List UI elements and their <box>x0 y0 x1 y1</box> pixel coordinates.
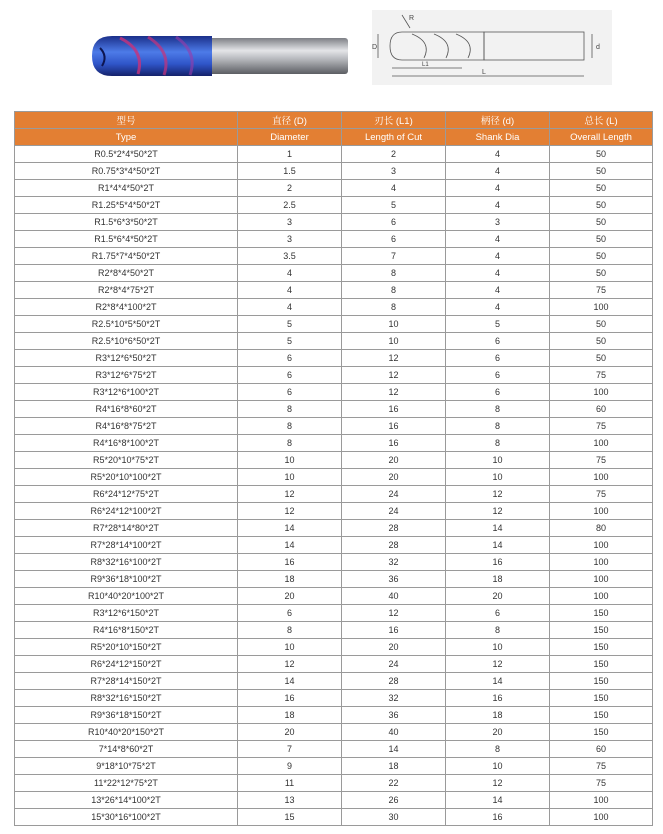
cell-diameter: 13 <box>238 792 342 809</box>
cell-type: R2.5*10*6*50*2T <box>15 333 238 350</box>
cell-shank-dia: 4 <box>446 248 550 265</box>
header-diameter-cn: 直径 (D) <box>238 112 342 129</box>
cell-length-of-cut: 4 <box>342 180 446 197</box>
cell-shank-dia: 6 <box>446 367 550 384</box>
cell-overall-length: 50 <box>550 231 653 248</box>
cell-type: 9*18*10*75*2T <box>15 758 238 775</box>
cell-overall-length: 60 <box>550 741 653 758</box>
header-row-en <box>15 129 653 146</box>
cell-shank-dia: 12 <box>446 656 550 673</box>
cell-length-of-cut: 36 <box>342 707 446 724</box>
dimension-drawing <box>372 10 612 85</box>
header-row-cn <box>15 112 653 129</box>
table-row <box>15 418 653 435</box>
table-row <box>15 197 653 214</box>
table-row <box>15 792 653 809</box>
cell-overall-length: 50 <box>550 350 653 367</box>
cell-shank-dia: 6 <box>446 384 550 401</box>
cell-type: R3*12*6*100*2T <box>15 384 238 401</box>
cell-shank-dia: 18 <box>446 707 550 724</box>
cell-type: R8*32*16*100*2T <box>15 554 238 571</box>
table-row <box>15 707 653 724</box>
table-row <box>15 180 653 197</box>
cell-length-of-cut: 10 <box>342 316 446 333</box>
cell-length-of-cut: 20 <box>342 639 446 656</box>
cell-type: R1.25*5*4*50*2T <box>15 197 238 214</box>
cell-overall-length: 50 <box>550 214 653 231</box>
cell-shank-dia: 8 <box>446 741 550 758</box>
cell-shank-dia: 4 <box>446 163 550 180</box>
cell-diameter: 10 <box>238 639 342 656</box>
cell-length-of-cut: 36 <box>342 571 446 588</box>
cell-length-of-cut: 6 <box>342 214 446 231</box>
cell-type: R10*40*20*150*2T <box>15 724 238 741</box>
cell-overall-length: 100 <box>550 435 653 452</box>
cell-shank-dia: 14 <box>446 520 550 537</box>
cell-overall-length: 150 <box>550 656 653 673</box>
header-overall-length-cn: 总长 (L) <box>550 112 653 129</box>
cell-length-of-cut: 14 <box>342 741 446 758</box>
table-row <box>15 146 653 163</box>
table-row <box>15 639 653 656</box>
cell-shank-dia: 20 <box>446 724 550 741</box>
cell-type: R4*16*8*100*2T <box>15 435 238 452</box>
cell-diameter: 14 <box>238 537 342 554</box>
cell-length-of-cut: 20 <box>342 452 446 469</box>
table-row <box>15 486 653 503</box>
cell-diameter: 8 <box>238 622 342 639</box>
cell-shank-dia: 14 <box>446 673 550 690</box>
cell-shank-dia: 20 <box>446 588 550 605</box>
header-length-of-cut: Length of Cut <box>342 129 446 146</box>
cell-shank-dia: 8 <box>446 401 550 418</box>
table-row <box>15 282 653 299</box>
table-row <box>15 554 653 571</box>
cell-type: R4*16*8*60*2T <box>15 401 238 418</box>
cell-type: 15*30*16*100*2T <box>15 809 238 826</box>
cell-shank-dia: 6 <box>446 350 550 367</box>
cell-type: R3*12*6*150*2T <box>15 605 238 622</box>
table-row <box>15 231 653 248</box>
table-row <box>15 605 653 622</box>
cell-length-of-cut: 2 <box>342 146 446 163</box>
product-hero <box>0 0 663 110</box>
cell-diameter: 8 <box>238 401 342 418</box>
cell-overall-length: 100 <box>550 588 653 605</box>
cell-length-of-cut: 12 <box>342 367 446 384</box>
cell-diameter: 20 <box>238 724 342 741</box>
table-row <box>15 333 653 350</box>
cell-type: R1.5*6*3*50*2T <box>15 214 238 231</box>
cell-overall-length: 50 <box>550 146 653 163</box>
table-body <box>15 146 653 826</box>
cell-overall-length: 100 <box>550 299 653 316</box>
cell-length-of-cut: 40 <box>342 588 446 605</box>
table-row <box>15 520 653 537</box>
cell-diameter: 18 <box>238 571 342 588</box>
cell-length-of-cut: 16 <box>342 401 446 418</box>
cell-type: R1.75*7*4*50*2T <box>15 248 238 265</box>
cell-length-of-cut: 16 <box>342 435 446 452</box>
cell-diameter: 2.5 <box>238 197 342 214</box>
table-row <box>15 656 653 673</box>
cell-length-of-cut: 28 <box>342 673 446 690</box>
cell-overall-length: 50 <box>550 333 653 350</box>
cell-diameter: 6 <box>238 367 342 384</box>
cell-type: R4*16*8*75*2T <box>15 418 238 435</box>
cell-length-of-cut: 12 <box>342 350 446 367</box>
cell-diameter: 4 <box>238 299 342 316</box>
cell-diameter: 4 <box>238 282 342 299</box>
cell-diameter: 10 <box>238 469 342 486</box>
cell-diameter: 3 <box>238 231 342 248</box>
cell-overall-length: 50 <box>550 248 653 265</box>
table-row <box>15 265 653 282</box>
cell-shank-dia: 4 <box>446 282 550 299</box>
cell-diameter: 9 <box>238 758 342 775</box>
table-row <box>15 588 653 605</box>
table-row <box>15 299 653 316</box>
cell-shank-dia: 8 <box>446 435 550 452</box>
cell-length-of-cut: 24 <box>342 656 446 673</box>
cell-shank-dia: 5 <box>446 316 550 333</box>
table-row <box>15 401 653 418</box>
table-row <box>15 316 653 333</box>
table-row <box>15 622 653 639</box>
cell-diameter: 6 <box>238 350 342 367</box>
cell-diameter: 18 <box>238 707 342 724</box>
header-overall-length: Overall Length <box>550 129 653 146</box>
header-length-of-cut-cn: 刃长 (L1) <box>342 112 446 129</box>
table-row <box>15 469 653 486</box>
cell-shank-dia: 14 <box>446 792 550 809</box>
cell-overall-length: 100 <box>550 537 653 554</box>
cell-length-of-cut: 8 <box>342 265 446 282</box>
cell-overall-length: 100 <box>550 554 653 571</box>
drawing-label-l1: L1 <box>422 62 429 68</box>
cell-type: R2.5*10*5*50*2T <box>15 316 238 333</box>
cell-diameter: 16 <box>238 690 342 707</box>
cell-diameter: 5 <box>238 333 342 350</box>
cell-shank-dia: 8 <box>446 622 550 639</box>
cell-type: R2*8*4*50*2T <box>15 265 238 282</box>
table-row <box>15 163 653 180</box>
cell-type: R5*20*10*100*2T <box>15 469 238 486</box>
cell-overall-length: 100 <box>550 571 653 588</box>
cell-type: 13*26*14*100*2T <box>15 792 238 809</box>
table-row <box>15 350 653 367</box>
table-row <box>15 435 653 452</box>
cell-type: R2*8*4*75*2T <box>15 282 238 299</box>
table-row <box>15 571 653 588</box>
cell-length-of-cut: 16 <box>342 418 446 435</box>
table-row <box>15 503 653 520</box>
cell-length-of-cut: 10 <box>342 333 446 350</box>
cell-diameter: 15 <box>238 809 342 826</box>
cell-shank-dia: 4 <box>446 231 550 248</box>
cell-shank-dia: 6 <box>446 333 550 350</box>
drawing-label-d-diameter: D <box>372 44 378 51</box>
cell-shank-dia: 4 <box>446 197 550 214</box>
cell-type: R6*24*12*100*2T <box>15 503 238 520</box>
cell-diameter: 16 <box>238 554 342 571</box>
cell-diameter: 1.5 <box>238 163 342 180</box>
cell-type: R5*20*10*75*2T <box>15 452 238 469</box>
cell-length-of-cut: 20 <box>342 469 446 486</box>
cell-type: 7*14*8*60*2T <box>15 741 238 758</box>
cell-diameter: 6 <box>238 605 342 622</box>
cell-diameter: 20 <box>238 588 342 605</box>
cell-type: R0.5*2*4*50*2T <box>15 146 238 163</box>
cell-length-of-cut: 7 <box>342 248 446 265</box>
cell-diameter: 1 <box>238 146 342 163</box>
cell-shank-dia: 12 <box>446 503 550 520</box>
cell-overall-length: 75 <box>550 418 653 435</box>
cell-type: R7*28*14*80*2T <box>15 520 238 537</box>
cell-length-of-cut: 30 <box>342 809 446 826</box>
cell-type: R10*40*20*100*2T <box>15 588 238 605</box>
cell-length-of-cut: 26 <box>342 792 446 809</box>
cell-overall-length: 50 <box>550 180 653 197</box>
cell-type: R8*32*16*150*2T <box>15 690 238 707</box>
end-mill-photo <box>90 30 352 82</box>
cell-length-of-cut: 18 <box>342 758 446 775</box>
cell-type: R3*12*6*75*2T <box>15 367 238 384</box>
cell-overall-length: 60 <box>550 401 653 418</box>
cell-overall-length: 150 <box>550 673 653 690</box>
cell-overall-length: 75 <box>550 282 653 299</box>
cell-length-of-cut: 12 <box>342 605 446 622</box>
cell-overall-length: 100 <box>550 384 653 401</box>
cell-shank-dia: 6 <box>446 605 550 622</box>
cell-length-of-cut: 8 <box>342 299 446 316</box>
cell-type: R0.75*3*4*50*2T <box>15 163 238 180</box>
table-row <box>15 690 653 707</box>
table-row <box>15 775 653 792</box>
cell-type: R6*24*12*75*2T <box>15 486 238 503</box>
cell-diameter: 6 <box>238 384 342 401</box>
drawing-label-r: R <box>409 15 415 22</box>
cell-diameter: 8 <box>238 435 342 452</box>
cell-overall-length: 100 <box>550 469 653 486</box>
cell-length-of-cut: 8 <box>342 282 446 299</box>
cell-diameter: 12 <box>238 656 342 673</box>
cell-overall-length: 150 <box>550 707 653 724</box>
cell-type: R9*36*18*150*2T <box>15 707 238 724</box>
cell-length-of-cut: 40 <box>342 724 446 741</box>
cell-shank-dia: 3 <box>446 214 550 231</box>
cell-diameter: 12 <box>238 503 342 520</box>
header-type: Type <box>15 129 238 146</box>
cell-diameter: 8 <box>238 418 342 435</box>
cell-shank-dia: 8 <box>446 418 550 435</box>
cell-overall-length: 50 <box>550 316 653 333</box>
cell-shank-dia: 10 <box>446 452 550 469</box>
cell-diameter: 3.5 <box>238 248 342 265</box>
cell-type: R2*8*4*100*2T <box>15 299 238 316</box>
cell-overall-length: 75 <box>550 452 653 469</box>
cell-shank-dia: 4 <box>446 146 550 163</box>
cell-overall-length: 100 <box>550 503 653 520</box>
cell-length-of-cut: 3 <box>342 163 446 180</box>
specification-table <box>14 111 653 826</box>
table-row <box>15 724 653 741</box>
header-type-cn: 型号 <box>15 112 238 129</box>
drawing-label-d-shank: d <box>596 44 600 51</box>
cell-shank-dia: 14 <box>446 537 550 554</box>
table-row <box>15 248 653 265</box>
cell-overall-length: 150 <box>550 690 653 707</box>
table-row <box>15 809 653 826</box>
cell-type: R5*20*10*150*2T <box>15 639 238 656</box>
cell-type: R7*28*14*150*2T <box>15 673 238 690</box>
cell-type: R6*24*12*150*2T <box>15 656 238 673</box>
cell-type: R1*4*4*50*2T <box>15 180 238 197</box>
table-row <box>15 537 653 554</box>
cell-shank-dia: 10 <box>446 758 550 775</box>
cell-overall-length: 150 <box>550 639 653 656</box>
cell-diameter: 12 <box>238 486 342 503</box>
table-row <box>15 452 653 469</box>
cell-overall-length: 150 <box>550 622 653 639</box>
cell-shank-dia: 10 <box>446 639 550 656</box>
cell-length-of-cut: 22 <box>342 775 446 792</box>
cell-overall-length: 50 <box>550 163 653 180</box>
table-row <box>15 384 653 401</box>
cell-shank-dia: 16 <box>446 554 550 571</box>
cell-length-of-cut: 24 <box>342 486 446 503</box>
cell-length-of-cut: 5 <box>342 197 446 214</box>
cell-overall-length: 75 <box>550 486 653 503</box>
cell-shank-dia: 4 <box>446 180 550 197</box>
cell-diameter: 14 <box>238 520 342 537</box>
cell-type: R3*12*6*50*2T <box>15 350 238 367</box>
cell-overall-length: 100 <box>550 809 653 826</box>
cell-type: R1.5*6*4*50*2T <box>15 231 238 248</box>
cell-shank-dia: 18 <box>446 571 550 588</box>
cell-diameter: 2 <box>238 180 342 197</box>
cell-type: 11*22*12*75*2T <box>15 775 238 792</box>
cell-overall-length: 150 <box>550 724 653 741</box>
cell-type: R7*28*14*100*2T <box>15 537 238 554</box>
cell-overall-length: 75 <box>550 775 653 792</box>
cell-length-of-cut: 6 <box>342 231 446 248</box>
cell-overall-length: 80 <box>550 520 653 537</box>
drawing-label-l: L <box>482 69 486 76</box>
header-diameter: Diameter <box>238 129 342 146</box>
cell-diameter: 4 <box>238 265 342 282</box>
cell-shank-dia: 16 <box>446 690 550 707</box>
cell-overall-length: 50 <box>550 265 653 282</box>
cell-type: R4*16*8*150*2T <box>15 622 238 639</box>
cell-length-of-cut: 24 <box>342 503 446 520</box>
table-row <box>15 214 653 231</box>
header-shank-dia: Shank Dia <box>446 129 550 146</box>
cell-diameter: 14 <box>238 673 342 690</box>
cell-shank-dia: 4 <box>446 265 550 282</box>
cell-overall-length: 50 <box>550 197 653 214</box>
table-row <box>15 758 653 775</box>
cell-type: R9*36*18*100*2T <box>15 571 238 588</box>
cell-length-of-cut: 32 <box>342 690 446 707</box>
cell-length-of-cut: 32 <box>342 554 446 571</box>
table-row <box>15 741 653 758</box>
cell-length-of-cut: 12 <box>342 384 446 401</box>
cell-shank-dia: 16 <box>446 809 550 826</box>
cell-diameter: 11 <box>238 775 342 792</box>
header-shank-dia-cn: 柄径 (d) <box>446 112 550 129</box>
cell-diameter: 10 <box>238 452 342 469</box>
table-row <box>15 673 653 690</box>
cell-shank-dia: 12 <box>446 775 550 792</box>
cell-overall-length: 100 <box>550 792 653 809</box>
table-row <box>15 367 653 384</box>
cell-shank-dia: 12 <box>446 486 550 503</box>
cell-diameter: 3 <box>238 214 342 231</box>
cell-shank-dia: 4 <box>446 299 550 316</box>
cell-shank-dia: 10 <box>446 469 550 486</box>
cell-length-of-cut: 28 <box>342 520 446 537</box>
cell-diameter: 7 <box>238 741 342 758</box>
cell-length-of-cut: 28 <box>342 537 446 554</box>
cell-diameter: 5 <box>238 316 342 333</box>
cell-overall-length: 150 <box>550 605 653 622</box>
cell-overall-length: 75 <box>550 367 653 384</box>
cell-length-of-cut: 16 <box>342 622 446 639</box>
cell-overall-length: 75 <box>550 758 653 775</box>
